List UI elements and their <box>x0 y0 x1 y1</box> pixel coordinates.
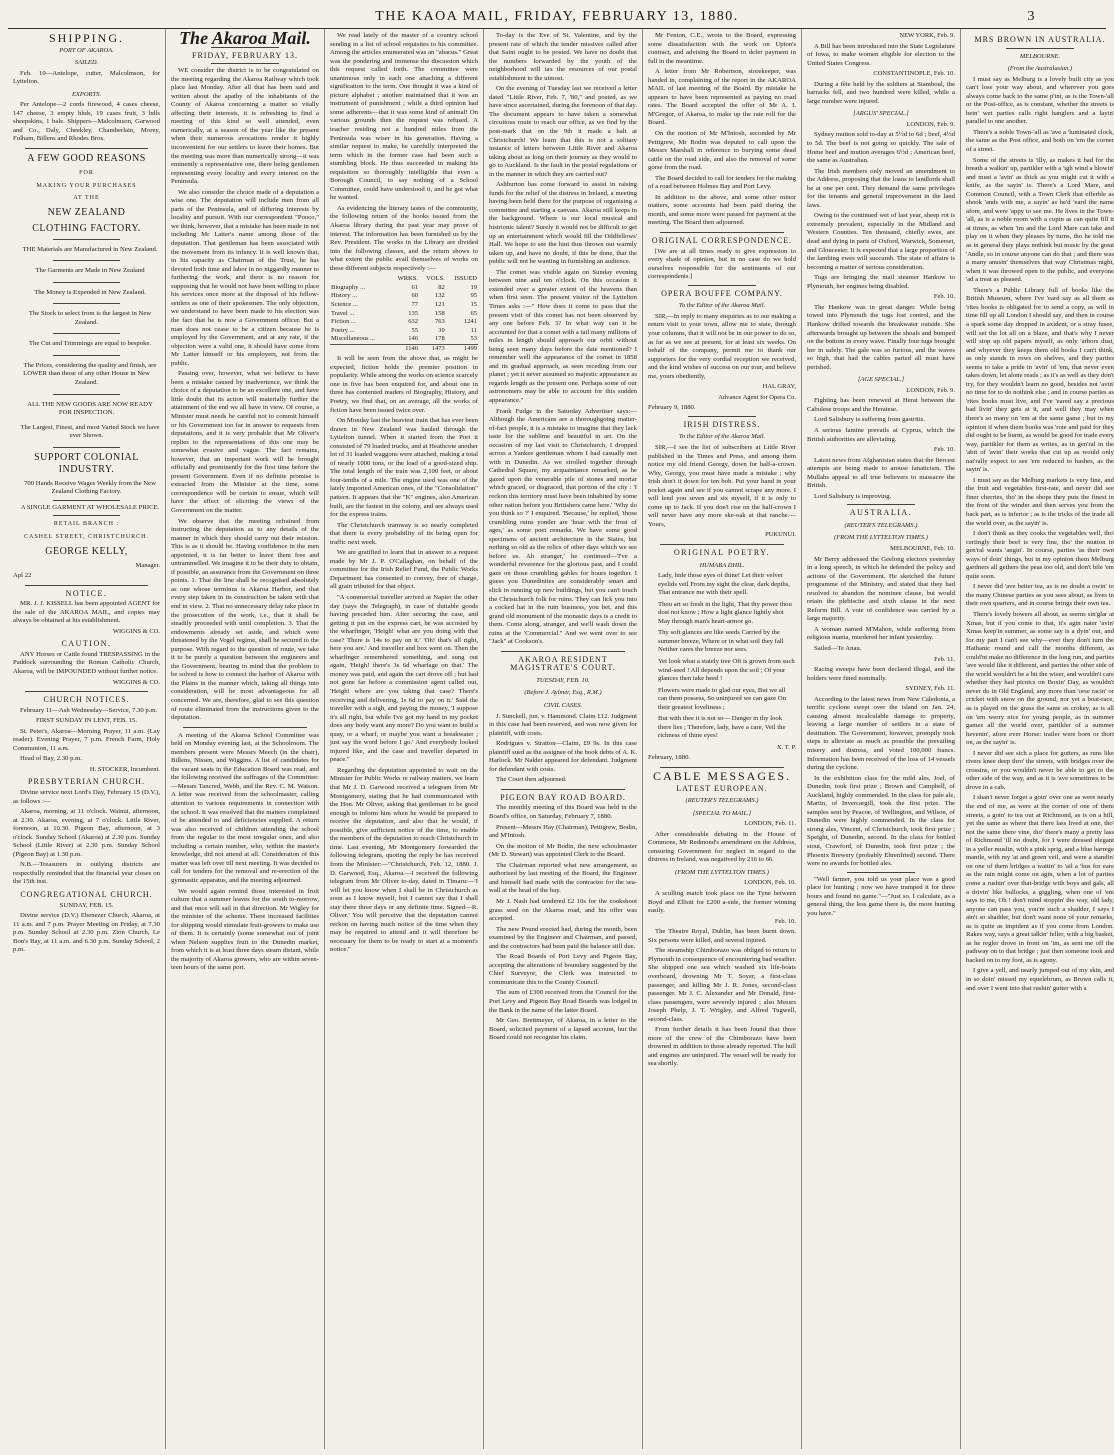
congr-text: Divine service (D.V.) Ebenezer Church, Akaroa, at 11 a.m. and 7 p.m. Prayer Meeting on Friday, at 7.30 p.m. Sunday School at 2.30 p.m. Zion Church, Le Bon's Bay, at 11 a.m. and 6.30 p.m. Sunday School, 2 p.m. <box>13 912 160 954</box>
dateline: Feb. 11. <box>934 655 955 663</box>
poem-title: HUMABA DHIL. <box>699 561 745 569</box>
board-paragraph: The sum of £300 received from the Council for the Port Levy and Pigeon Bay Road Boards was lodged in the Bank in the name of the latter Board. <box>489 989 637 1014</box>
cable-paragraph: The Irish members only moved an amendment to the Address, proposing that the loans to landlords shall be at one per cent. They demand the same privileges for the tenants and general improvement in the land laws. <box>807 167 955 209</box>
table-header: ISSUED <box>454 275 477 283</box>
dateline: CONSTANTINOPLE, Feb. 10. <box>873 70 955 78</box>
dateline: Feb. 10. <box>774 917 796 925</box>
cable-paragraph: A Bill has been introduced into the State Legislature of Iowa, to make women eligible for election to the United States Congress. <box>807 42 955 67</box>
table-cell: 1473 <box>419 344 446 353</box>
table-header <box>330 275 390 284</box>
table-cell: 65 <box>470 309 477 317</box>
masthead-title: THE KAOA MAIL, FRIDAY, FEBRUARY 13, 1880. <box>375 9 739 24</box>
table-row <box>330 310 478 319</box>
table-cell: 19 <box>470 283 477 291</box>
divider <box>53 282 120 283</box>
paper-title: The Akaroa Mail. <box>179 29 311 48</box>
table-total-row <box>330 344 478 353</box>
reason: ALL THE NEW GOODS ARE NOW READY FOR INSPECTION. <box>27 400 153 417</box>
church-text: Head of Bay, 2.30 p.m. <box>20 755 82 763</box>
divider <box>53 239 120 240</box>
letter-sign: PUKUNUI. <box>765 531 796 539</box>
ad-line: MAKING YOUR PURCHASES <box>36 182 137 189</box>
poem <box>648 572 796 741</box>
cable-paragraph: According to the latest news from New Caledonia, a terrific cyclone swept over the island on Jan. 24, causing almost incalculable damage to property, leaving a large number of settlers in a state of destitution. The Government, however, promptly took steps to alleviate as much as possible the prevailing misery and distress, and voted 100,000 francs. Information has been received of the loss of 14 vessels during the cyclone. <box>807 695 955 772</box>
road-board-heading: PIGEON BAY ROAD BOARD. <box>500 792 626 802</box>
divider <box>25 585 148 586</box>
board-paragraph: A letter from Mr Robertson, storekeeper, was handed in, complaining of the report in the AKAROA MAIL of last meeting of the Board. By mistake he appears to have been represented as paying no road rates. The Board accepted the offer of Mr A. I. M'Gregor, of Akaroa, to make up the rate roll for the Board. <box>648 68 796 127</box>
support-text: 700 Hands Receive Wages Weekly from the New Zealand Clothing Factory. <box>24 479 156 496</box>
dateline: Feb. 10. <box>933 293 955 301</box>
poem-stanza: Flowers were made to glad our eyes, But we all can them possess, So uninjured we can gaze On their greatest loveliness ; <box>658 686 786 711</box>
poem-date: February, 1880. <box>648 754 691 762</box>
story-paragraph: I must say as the Melburg markets is very fine, and the fruit and vegetables first-rate, and never did see finer cherries, tho' in the shops they puts the finest in the front of the winder and then serves you from the back part, as is inferior ; as is the tricks of the trade all the world over, as the sayin' is. <box>966 476 1114 527</box>
reason: The Money is Expended in New Zealand. <box>34 288 146 296</box>
story-paragraph: There's lovely bowers all about, as seems sin'glar at Xmas, but if you come to that, it's agin nater 'avin' Xmas keep'in summer, as some say is a dyin' out, and for my part I can't see why—ever they don't turn the Hathanic round and call the months different, as could'nt make no difference in the long run, and parties 'ave would like it different, and parties the other side of the world wouldn't be a bit the wiser, and wouldn't care whether they had picnics on Boxin' Day, as wouldn't never do in Old England, any more than 'orse racin' or cricket with snow on the ground, nor yet a boat-race, as is played on the grass the same as crokey, as is all on 'em werry nice for young people, as in summer games all the world over, partikler of a summer hevenin', afore ever Horse: trailer were born or thort on, as the sayin' is. <box>966 611 1114 747</box>
cable-paragraph: Mr Berry addressed the Geelong electors yesterday in a long speech, in which he defended the policy and actions of the Government. He sketched the future programme of the Ministry, and stated that they had resolved to abandon the nominee clause, but would retain the plebiscite and sixth clause in the next Reform Bill. A vote of confidence was carried by a large majority. <box>807 555 955 623</box>
news-paragraph: The comet was visible again on Sunday evening between nine and ten o'clock. On this occasion it extended over a greater extent of the heavens than when first seen. The present visitor of the Lyttelton Times asks :—" How does it come to pass that the present visit of this comet has not been observed by any one before Feb. 3? In what way can it be accounted for that a comet with a tail many millions of miles in length should approach our orbit without being seen many days before the date mentioned? I remember well the appearance of the comet in 1858 and its gradual approach, as seen receding from our planet ; yet it never assumed so majestic appearance as regards length as the present one. Perhaps some of our astronomers may be able to account for this sudden appearance." <box>489 268 637 404</box>
single-garment: A SINGLE GARMENT AT WHOLESALE PRICE. <box>20 503 160 511</box>
irish-to: To the Editor of the Akaroa Mail. <box>678 433 766 441</box>
cable-heading: CABLE MESSAGES. <box>652 769 792 784</box>
divider <box>660 232 784 233</box>
congr-heading: CONGREGATIONAL CHURCH. <box>20 890 153 899</box>
table-cell: Poetry ... <box>331 326 355 334</box>
story-dateline: MELBOURNE. <box>1019 52 1061 60</box>
table-cell: 1146 <box>390 344 419 353</box>
notice-heading: NOTICE. <box>65 588 108 598</box>
column-2 <box>166 29 324 1449</box>
table-header: VOLS. <box>426 275 445 283</box>
divider <box>53 303 120 304</box>
exports-text: Per Antelope—2 cords firewood, 4 cases cheese, 147 cheese, 3 empty hhds, 19 cases fruit, 3 bdls sheepskins, 1 bale. Shippers—Malcolmson, Garwood and Co., Daly, Cheekley, Chamberlain, Morey, Fulham, Billens and Rhodes Bros. <box>13 101 160 143</box>
table-cell: Travel ... <box>331 309 355 317</box>
column-5 <box>643 29 801 1449</box>
court-paragraph: Rodrigues v. Stratton—Claim, £9 9s. In this case plaintiff sued as the assignee of the book debts of A. K. Harlock. Mr Nalder appeared for defendant. Judgment for defendant with costs. <box>489 740 637 773</box>
library-table <box>330 275 478 353</box>
story-source: (From the Australasian.) <box>1007 65 1073 73</box>
rm-civil: CIVIL CASES. <box>543 702 583 710</box>
column-6 <box>802 29 960 1449</box>
divider <box>847 504 915 505</box>
divider <box>53 447 120 448</box>
news-paragraph: We read lately of the master of a country school sending in a list of school requisites to his committee. Among the articles enumerated was an "abacus." Great was the pondering and immense the discussion which this request called forth. The committee were unanimous only in each one attaching a different signification to the term. One thought it was a kind of picture alphabet ; another maintained that it was an instrument of punishment ; while a third opinion had some adherents—that it was some kind of animal! On various grounds then the request was refused. A teacher residing not a hundred miles from the Peninsula was wiser in his generation. Having a similar request to make, he carefully interpreted the term which in the former case had been such a stumbling block. He thus succeeded in making his requisition so thoroughly intelligible that even a Borough Council, to say nothing of a School Committee, could have understood it, and he got what he wanted. <box>330 32 478 202</box>
cable-paragraph: The Hankow was in great danger. While being towed into Plymouth the tugs lost control, and the Hankow drifted towards the breakwater outside. She afterwards brought up between the shoals and bumped on the bottom in every wave. Finally four tugs brought her in safely. The gale was so furious, and the waves so high, that had the cables parted all must have perished. <box>807 303 955 371</box>
caution-text: ANY Horses or Cattle found TRESPASSING in the Paddock surrounding the Roman Catholic Church, Akaroa, will be IMPOUNDED without further notice. <box>13 650 160 675</box>
letter-text: SIR,—In reply to many enquiries as to our making a return visit to your town, allow me to state, through your columns, that it will not be in our power to do so, as far as we see at present, for at least six weeks. On behalf of the company, permit me to thank our supporters for the very cordial reception we received, and the kind wishes of success on our tour, and believe me, yours obediently, <box>648 312 796 380</box>
news-paragraph: On Monday last the heaviest train that has ever been drawn in New Zealand was hauled through the Lyttelton tunnel. When it started from the Port it consisted of 79 loaded trucks, and at Heathcote another lot of 31 loaded waggons were attached, making a total of nearly 1000 tons, or the load of a good-sized ship. The total length of the train was 2,100 feet, or about four-tenths of a mile. The engine used was one of the lately imported American ones, of the "Consolidation" pattern. It appears that the "K" engines, also American built, are the fastest in the colony, and are always used for the express trains. <box>330 417 479 519</box>
poetry-heading: ORIGINAL POETRY. <box>673 547 770 557</box>
divider <box>688 416 756 417</box>
board-paragraph: The Board decided to call for tenders for the making of a road between Holmes Bay and Port Levy. <box>648 174 796 191</box>
cable-paragraph: A woman named M'Mahon, while suffering from religious mania, murdered her infant yesterday. <box>807 625 955 642</box>
church-sign: H. STOCKER, Incumbent. <box>89 765 160 773</box>
table-cell: Biography ... <box>331 283 365 291</box>
poem-stanza: Yet look what a stately tree Oft is grown from such wind-seed ! All depends upon the soil ; Of your glances then take heed ! <box>658 658 795 683</box>
news-paragraph: We would again remind those interested in fruit culture that a summer leaves for the south to-morrow, and that once will sail in that direction. Mr Wigley for the minister of the scheme. There increased facilities for shipping would stimulate fruit-growers to make use of them. It is certainly (some somewhat out of joint when Nelson supplies fruit to the Dunedin market, from which it is at least three days steam distant, while the majority of Akaroa growers, who are within seven-teen hours of the same port. <box>171 887 319 972</box>
board-paragraph: The Road Boards of Port Levy and Pigeon Bay, accepting the alterations of boundary suggested by the Chief Surveyor, the Clerk was instructed to communicate this to the County Council. <box>489 953 637 986</box>
table-cell <box>330 344 390 353</box>
presby-text: Akaroa, morning, at 11 o'clock. Wainui, afternoon, at 2.30. Akaroa, evening, at 7 o'clock. Little River, forenoon, at 10.30. Pigeon Bay, afternoon, at 3 o'clock. Sunday School (Akaroa) at 2.30 p.m. Sunday School (Little River) at 2.30 p.m. Sunday School (Pigeon Bay) at 1.30 p.m. <box>13 808 160 858</box>
court-paragraph: J. Sunckell, jun. v. Hammond. Claim £12. Judgment in this case had been reserved, and was now given for plaintiff, with costs. <box>489 712 637 737</box>
church-text: FIRST SUNDAY IN LENT, FEB. 15. <box>35 717 138 725</box>
dateline: NEW YORK, Feb. 9. <box>899 32 955 39</box>
table-cell: History ... <box>331 292 357 300</box>
source-note: (FROM THE LYTTELTON TIMES.) <box>834 534 928 542</box>
table-row <box>330 292 478 301</box>
dateline: SYDNEY, Feb. 11. <box>905 685 955 693</box>
news-paragraph: A meeting of the Akaroa School Committee was held on Monday evening last, at the Schoolroom. The members present were Messrs Meech (in the chair), Billens, Nissen, and Wiggins. A list of candidates for the vacant seats in the Education Board was read, and the following received the suffrages of the Committee:—Messrs Tancred, Webb, and the Rev. C. M. Watson. A letter was received from the schoolmaster, calling attention to various requirements in connection with the school. It was resolved that the matters complained of be attended to and deficiencies supplied. A return was also received of children attending the school from the regular to the most irregular ones, and also including a certain number, who, within the master's knowledge, did not attend at all. Consideration of this matter was left over till next meeting. It was decided to call for tenders for the removal and re-erection of the gymnastic apparatus, and the meeting adjourned. <box>171 731 319 884</box>
news-paragraph: Frank Fudge in the Saturday Advertiser says:—Although the Americans are a thoroughgoing matter-of-fact people, it is a mistake to imagine that they lack taste for the sublime and beautiful in art. On the occasion of my last visit to Christchurch, I dropped across a Yankee gentleman whom I had casually met with in Dunedin. As we strolled together through Cathedral Square, my acquaintance remarked, as he gazed upon the venerable pile of stones and mortar which graced, or disgraced, that portion of the city : 'I reckon this territory must have been inhabited by some other nation before you Britishers came here.' 'Why do you think so ?' I enquired. 'Because,' he replied, 'those crumbling ruins yonder are 'hoar with the frost of ages,' as some poet remarks. We have some good specimens of ancient architecture in the States, but nothing so old as the relics of other days which we see before us. Ah stranger,' he continued—'I've a wonderful reverence for the glorious past, and I could gaze on those crumbling gables for hours together. I guess you Dunedinites are considerably smart and slick in running up new buildings, but you can't touch the Christchurch folk for ruins. They can lick you into a cocked hat in the ruin business, you bet, and this grand old monument of the monastic days is a credit to them. Come along, stranger, and we'll wash down the ruins at the 'Commercial.'' And we went over to see "Jack" at Cookson's. <box>489 407 637 646</box>
presby-heading: PRESBYTERIAN CHURCH. <box>28 777 145 787</box>
divider <box>183 727 307 728</box>
news-paragraph: Regarding the deputation appointed to wait on the Minister for Public Works re railway matters, we learn that Mr J. D. Garwood received a telegram from Mr Montgomery, stating that he had communicated with the Hon. Mr Oliver, asking that gentleman to be good enough to inform him when he would be prepared to receive the deputation, and also that he would, if possible, give sufficient notice of the time, to enable the members of the deputation to reach Christchurch in time. Last evening, Mr Montgomery forwarded the following telegram, quoting the reply he has received from the Minister:—"Christchurch, Feb. 12, 1880. J. D. Garwood, Esq., Akaroa.—I received the following telegram from Mr Oliver to-day, dated in Timaru:—'I will let you know when I shall be in Christchurch as soon as I know myself, but I cannot say that I shall stay there three days or any definite time. Signed—R. Oliver.' You will perceive that the deputation cannot reckon on having much notice of the time when they may be required to attend and it will therefore be necessary for them to be ready to start at a moment's notice." <box>330 766 478 954</box>
table-cell: Fiction ... <box>331 318 356 326</box>
divider <box>53 500 120 501</box>
divider <box>25 691 148 692</box>
cable-paragraph: Sailed—Te Anau. <box>814 645 862 652</box>
manager-title: Manager. <box>135 561 160 569</box>
irish-heading: IRISH DISTRESS. <box>683 419 761 429</box>
church-text: February 11—Ash Wednesday—Service, 7.30 p.m. <box>20 706 158 714</box>
ad-date: Apl 22 <box>13 572 32 580</box>
dateline: LONDON, Feb. 11. <box>744 820 796 828</box>
table-cell: 146 <box>408 335 418 343</box>
table-row <box>330 301 478 310</box>
letter-text: SIR,—I see the list of subscribers at Little River published in the Times and Press, and among them notice my old friend Georgy, down for half-a-crown. Why, Georgy, you must have made a mistake ; why Irish don't it down for ten bob. Put your hand in your pocket again and see if you cannot scrape any more. I will lend you seven and six myself, if it is only to come up to Jack. If you don't rise on the half-crown I will never have any more ske-oak at that ranche.—Yours, <box>648 443 796 528</box>
reason: The Largest, Finest, and most Varied Stock we have ever Shown. <box>20 423 160 440</box>
rm-date: TUESDAY, FEB. 10. <box>536 676 590 684</box>
table-cell: 77 <box>411 300 418 308</box>
rm-court-heading: AKAROA RESIDENT MAGISTRATE'S COURT. <box>510 654 616 673</box>
news-paragraph: "A commercial traveller arrived at Napier the other day (says the Telegraph), in case of dutiable goods having preceded him. After securing the case, and getting it put on the express cart, he was accosted by the wharfinger, 'Heigh! what are you doing with that case? There is 14s to pay on it.' 'Oh! that's all right, here you are.' And traveller and box went on. Then the wharfinger remembered something, and sung out again, 'Heigh! there's 3s 6d wharfage on that.' The money was paid, and again the cart drove off ; but had not gone far before a commission agent called out, 'Heigh! where are you taking that case? There's receiving and delivering, 1s 6d to pay on it.' Said the traveller with a sigh, and paying the money, 'I suppose it's all right, but while I've got my hand in my pocket does any body want any more? Do you want to build a quay, or a wharf, or maybe you want a breakwater ; just say the word before I go.' And everybody looked injured like, and the case and traveller departed in peace." <box>330 594 478 764</box>
table-header: WRKS. <box>397 275 418 283</box>
board-paragraph: In addition to the above, and some other minor matters, some accounts had been paid during the month, and some more were passed for payment at the meeting. The Board then adjourned. <box>648 193 796 227</box>
story-paragraph: Some of the streets is 'illy, as makes it bad for the breath a walkin' up, partikler with a 'igh wind a blowin' and must a 'avin' as thick as you might cut it with a knife, as the sayin' is. There's a Lord Mare, and Common Council, with a Town Clerk that efferble as shook 'ands with me, a sayin' as he'd 'eard the name afore, and were 'appy to see me. He lives in the Town-'all, as is a noble room with a cupin as can quite fill it at times, as when 'im and the Lord Mare can take and play on it when they pleases by turns, tho he told me as in general they plays nothink but music by the great 'Andle, so in course anyone can do that ; and there was a many anusin' themselves that way Christmas night, when it was throwed open to the public, and everyone 'ad a treat as pleased. <box>966 156 1114 284</box>
opera-heading: OPERA BOUFFE COMPANY. <box>661 288 783 298</box>
table-row <box>330 335 478 344</box>
divider <box>53 515 120 516</box>
story-paragraph: I never did 'ave better tea, as is no doubt a owin' to the many Chinese parties as you sees about, as lives in their own quarters, and in course brings their own tea. <box>966 583 1114 608</box>
board-paragraph: On the motion of Mr Bodin, the new schoolmaster (Mr D. Stewart) was appointed Clerk to the Board. <box>489 842 637 859</box>
retail-address: CASHEL STREET, CHRISTCHURCH. <box>23 533 149 540</box>
table-header-row <box>330 275 478 284</box>
table-cell: 53 <box>470 335 477 343</box>
divider <box>688 285 756 286</box>
cable-paragraph: During a fête held by the soldiers at Stamboul, the barracks fell, and two hundred were killed, while a large number were injured. <box>807 80 955 105</box>
divider <box>53 355 120 356</box>
table-cell: 61 <box>411 283 418 291</box>
story-paragraph: There's a noble Town-'all as 'ave a 'luminated clock, the same as the Post office, and both on 'em the corner of a street. <box>966 128 1114 154</box>
sailed-text: Feb. 10—Antelope, cutter, Malcolmson, for Lyttelton. <box>13 69 160 86</box>
church-heading: CHURCH NOTICES. <box>43 695 130 705</box>
cable-paragraph: A sculling match took place on the Tyne between Boyd and Elliott for £200 a-side, the former winning easily. <box>648 890 796 915</box>
reason: The Stock to select from is the largest in New Zealand. <box>28 310 152 326</box>
board-paragraph: Present—Messrs Hay (Chairman), Pettigrew, Bodin, and M'Intosh. <box>489 823 637 840</box>
masthead <box>8 6 1106 29</box>
table-row <box>330 284 478 293</box>
columns <box>8 29 1114 1449</box>
poem-stanza: Thou art so fresh in the light, That thy power thou dost not know ; How a light glance lightly shot May through man's heart-armor go. <box>658 600 792 625</box>
divider <box>660 544 784 545</box>
letter-date: February 9, 1880. <box>648 404 696 412</box>
reason: The Garments are Made in New Zealand <box>35 267 145 275</box>
table-cell: 1499 <box>446 344 478 353</box>
caution-sign: WIGGINS & CO. <box>112 678 160 686</box>
retail-branch: RETAIL BRANCH : <box>53 521 120 528</box>
anecdote-paragraph: "Well farmer, you told us your place was a good place for hunting ; now we have tramped it for three hours and found no game."—"Just so. I calculate, as a general thing, the less game there is, the more hunting you have." <box>807 875 955 917</box>
ad-heading: CLOTHING FACTORY. <box>32 222 141 234</box>
news-paragraph: The Christchurch tramway is so nearly completed that there is every probability of its being open for traffic next week. <box>330 521 478 546</box>
table-cell: 55 <box>411 326 418 334</box>
board-paragraph: Mr J. Nash had tendered £2 10s for the cookshoot grass seed on the Akaroa road, and his offer was accepted. <box>489 897 637 923</box>
reuters-note: (REUTER'S TELEGRAMS.) <box>844 521 918 529</box>
table-cell: 11 <box>470 326 477 334</box>
column-3 <box>325 29 483 1449</box>
cable-paragraph: Sydney mutton sold to-day at 5½d to 6d ; beef, 4½d to 5d. The beef is not going so quickly. The sale of Home beef and mutton averages 6½d ; American beef, the same as Australian. <box>807 131 955 165</box>
divider <box>501 651 625 652</box>
divider <box>501 789 625 790</box>
cable-paragraph: After considerable debating in the House of Commons, Mr Redmond's amendment on the Address, censuring Government for neglect in regard to the distress in Ireland, was negatived by 216 to 66. <box>648 830 796 864</box>
story-paragraph: I never did see sich a place for gutters, as runs like rivers knee deep thro' the streets, with bridges over the crossins, or you wouldn't never be able to get to the other side of the way, and as it is 'ave sometimes to be drove in a cab. <box>966 749 1114 791</box>
cable-paragraph: Owing to the continued wet of last year, sheep rot is extremely prevalent, especially in the Midland and Western Counties. Ten thousand, chiefly ewes, are dead and dying in parts of Oxford, Warwick, Somerset, and Gloucester. It is expected that a large proportion of the lambing ewes will succumb. The state of affairs is becoming a matter of serious consideration. <box>807 212 955 271</box>
ad-line: AT THE <box>73 195 100 202</box>
congr-date: SUNDAY, FEB. 15. <box>59 901 114 909</box>
board-paragraph: The Chairman reported what new arrangement, as authorised by last meeting of the Board, the Engineer and himself had made with the contractor for the sea-wall at the head of the bay. <box>489 861 637 895</box>
poem-stanza: Thy soft glances are like seeds Carried by the summer breeze, Where or in what soil they fall Neither cares the breeze nor sees. <box>658 629 784 654</box>
australia-heading: AUSTRALIA. <box>849 508 913 518</box>
table-cell: 158 <box>435 309 445 317</box>
cable-paragraph: Racing sweeps have been declared illegal, and the holders were fined nominally. <box>807 666 955 682</box>
table-cell: 15 <box>470 300 477 308</box>
cable-paragraph: Fighting has been renewed at Herat between the Cabulese troops and the Heratese. <box>807 397 955 413</box>
divider <box>53 333 120 334</box>
notice-text: MR. J. J. KISSELL has been appointed AGENT for the sale of the AKAROA MAIL, and copies may always be obtained at his establishment. <box>13 600 160 625</box>
table-cell: 135 <box>408 309 418 317</box>
cable-paragraph: Tugs are bringing the mail steamer Hankow to Plymouth, her engines being disabled. <box>807 274 955 290</box>
latest-heading: LATEST EUROPEAN. <box>676 783 768 793</box>
presby-text: N.B.—Treasurers in outlying districts are respectfully reminded that the financial year closes on the 15th inst. <box>13 861 160 886</box>
notice-sign: WIGGINS & CO. <box>112 627 160 635</box>
editorial-date: FRIDAY, FEBRUARY 13. <box>192 50 298 60</box>
ad-heading: NEW ZEALAND <box>47 206 126 218</box>
board-paragraph: Mr Geo. Brettmeyer, of Akaroa, in a letter to the Board, solicited payment of a lapsed account, but the Board could not recognise his claim. <box>489 1017 637 1042</box>
exports-heading: EXPORTS. <box>71 90 102 98</box>
column-1 <box>8 29 165 1449</box>
manager-name: GEORGE KELLY, <box>45 545 128 557</box>
reason: The Prices, considering the quality and finish, are LOWER than those of any other House in New Zealand. <box>23 361 157 387</box>
editorial-paragraph: WE consider the district is to be congratulated on the meeting regarding the Akaroa Railway which took place last Monday. After all that has been said and written about the apathy of the inhabitants of the County of Akaroa concerning a matter so vitally affecting their interests, it is refreshing to find a meeting of this kind so well attended, even numerically, at a season of the year like the present when their numerous avocations render it highly inconvenient for our settlers to leave their homes. But the meeting was more than numerically strong—it was eminently a representative one, there being gentlemen representing every locality and every interest on the Peninsula. <box>171 67 319 186</box>
rm-before: (Before J. Aylmer, Esq., R.M.) <box>524 689 602 697</box>
dateline: LONDON, Feb. 9. <box>906 120 955 128</box>
cable-paragraph: The Theatre Royal, Dublin, has been burnt down. Six persons were killed, and several injured. <box>648 928 796 944</box>
column-4 <box>484 29 642 1449</box>
dateline: Feb. 10. <box>933 446 955 454</box>
page-number: 3 <box>1027 9 1036 24</box>
opera-to: To the Editor of the Akaroa Mail. <box>678 302 766 310</box>
table-cell: 121 <box>435 300 445 308</box>
table-cell: 39 <box>438 326 445 334</box>
cable-paragraph: The steamship Chimborazo was obliged to return to Plymouth in consequence of encountering bad weather. She shipped one sea which washed six life-boats overboard, drowning Mr T. Soyer, a first-class passenger, and killing Mr J. R. Jones, second-class passenger. Mr J. C. Alexander and Mr Donald, first-class passengers, were severely injured ; also Messrs Joseph Phelp, J. T. Wrigley, and Alfred Tugwell, second-class. <box>648 947 797 1023</box>
correspondence-heading: ORIGINAL CORRESPONDENCE. <box>651 236 793 246</box>
argus-note: [ARGUS' SPECIAL.] <box>853 110 909 118</box>
table-cell: Miscellaneous ... <box>331 335 376 343</box>
board-paragraph: The monthly meeting of this Board was held in the Board's office, on Saturday, February 7, 1880. <box>489 804 637 821</box>
story-paragraph: I must say as Melburg is a lovely built city as you can't lose your way about, and wherever you goes always come back to the same p'int, as is the Town-'all or the Post-office, as is constant, whether the streets is bein' wet parties calls right hanglers and a layin' parallel to one another. <box>966 75 1114 126</box>
divider <box>211 63 279 64</box>
table-cell: 1241 <box>464 318 477 326</box>
table-cell: 132 <box>435 292 445 300</box>
story-paragraph: There's a Public Library full of books like the British Museum, where I've 'eard say as all them as 'rites books is obligated for to send a copy, as will in time fill up all London I should say, and then in course a spark some day dropped in axident, or a stray fusee, will set the lot all on a blaze, and that's why I never will stop up old papers myself, as only 'arbors dust, and whyever they keeps them old books I can't think, as only stands in rows on shelves, and they parties seems to take a pride in 'avin' of 'em, that never even takes down, let alone reads ; as it's as well as they don't try, for they wouldn't learn no good, besides not 'avin' no time for to do nothink else ; and in course parties as 'rites books must live, and I've 'eared say a precious bad livin' they gets at it, and well they may when there's so many on 'em at the same game ; but in my opinion if when them books was 'rote and paid for they did ought to be burnt, as would be good for trade every way, partikler for them as writes, as in gen'ral in the 'abit of 'avin' their works that cut up as would only nat'rally expect to see 'em reduced to hashes, as the sayin' is. <box>966 286 1114 474</box>
cable-paragraph: From further details it has been found that three more of the crew of the Chimborazo have been drowned in addition to those already reported. The hull and engines are uninjured. The vessel will be ready for sea shortly. <box>648 1026 796 1068</box>
cable-paragraph: Latest news from Afghanistan states that the fiercest attempts are being made to arouse fanaticism. The Mullahs appeal to all true believers to massacre the British. <box>807 456 955 490</box>
cable-paragraph: A serious famine prevails at Cyprus, which the British authorities are alleviating. <box>807 426 955 443</box>
ad-line: FOR <box>79 170 94 177</box>
ad-heading: A FEW GOOD REASONS <box>27 153 146 165</box>
story-paragraph: I don't think as they cooks the vegetables well, tho' certingly their beef is very fine, tho' the mutton in gen'ral wants 'angin'. In course, parties 'as their own ways of doin' things, but in my opinion them Melburg gardners all gethers the peas too old, and don't bile 'em quite soon. <box>966 530 1114 580</box>
table-cell: 178 <box>435 335 445 343</box>
reason: THE Materials are Manufactured in New Zealand. <box>22 245 158 253</box>
board-paragraph: The new Pound erected had, during the month, been examined by the Engineer and Chairman, and passed, and the contractors had been paid the balance still due. <box>489 925 637 950</box>
age-note: [AGE SPECIAL.] <box>857 376 905 384</box>
caution-heading: CAUTION. <box>61 639 112 649</box>
dateline: LONDON, Feb. 9. <box>906 386 955 394</box>
cable-paragraph: Lord Salisbury is suffering from gastritis. <box>814 416 925 424</box>
court-paragraph: The Court then adjourned. <box>496 776 567 784</box>
news-paragraph: To-day is the Eve of St. Valentine, and by the present rate of which the tender missives called after that Saint ought to be posted. We have no doubt that the numbers forwarded by the youth of the neighborhood will tax the resources of our postal establishment to the utmost. <box>489 32 637 82</box>
poem-stanza: But with thee it is not so— Danger in thy look there lies ; Therefore, lady, have a care, Veil the richness of thine eyes! <box>658 715 786 740</box>
divider <box>847 872 915 873</box>
news-paragraph: Ashburton has come forward to assist in raising funds for the relief of the distress in Ireland, a meeting having been held there for the purpose of organising a committee and starting a canvass. Akaroa still keeps in the background. Where is our local musical and histrionic talent? Surely it would not be difficult to get up an entertainment which would fill the Oddfellows' Hall. We hope to see the hint thus thrown out warmly taken up, and have no doubt, if this be done, that the public will not be wanting in furnishing an audience. <box>489 181 637 266</box>
table-cell: 632 <box>408 318 418 326</box>
dateline: LONDON, Feb. 10. <box>744 879 796 887</box>
table-cell: 82 <box>438 283 445 291</box>
church-text: St. Peter's, Akaroa—Morning Prayer, 11 a.m. (Lay reader). Evening Prayer, 7 p.m. French Farm, Holy Communion, 11 a.m. <box>13 727 160 752</box>
story-heading: MRS BROWN IN AUSTRALIA. <box>974 35 1106 44</box>
story-paragraph: I give a yell, and nearly jumped out of my skin, and in so doin' missed my equelebrum, as Brown calls it, and over I went into that rushin' gutter with a <box>966 967 1114 992</box>
news-paragraph: As evidencing the literary tastes of the community, the following return of the books issued from the Akaroa library during the past year may prove of interest. The information has been furnished us by the Rev. President. The works in the Library are divided into the following classes, and the return shows to what extent the public avail themselves of works on these different subjects respectively :— <box>330 204 478 272</box>
table-cell: 60 <box>411 292 418 300</box>
table-cell: 95 <box>470 292 477 300</box>
reuters-note: (REUTER'S TELEGRAMS.) <box>685 797 759 805</box>
sailed-heading: SAILED. <box>74 59 99 67</box>
support-heading: SUPPORT COLONIAL INDUSTRY. <box>34 451 139 475</box>
dateline: MELBOURNE, Feb. 10. <box>890 544 955 552</box>
editorial-paragraph: We observe that the meeting refrained from instructing the deputation as to any details of the manner in which they should carry out their mission. This is as it should be. Having confidence in the men appointed, it is far better to leave them free and untrammelled. We imagine it to be their duty to obtain, if possible, an assurance from the Government on three points. 1. That the line shall be recognised absolutely as one whose terminus is Akaroa Harbor, and that every step taken in its construction be taken with that end in view. 2. That no unnecessary delay take place in the prosecution of the work, i.e., that it shall be steadily proceeded with until completion. 3. That the endowments already set aside, and which were threatened by the Vogel regime, shall be secured to the purpose. With regard to the question of route, we take it to be purely a question between the engineers and the Government, bearing in mind that the problem to be solved is how to connect the harbor of Akaroa with the Plains in the manner which, taking all things into consideration, will be most advantageous for all concerned. We are, therefore, glad to see this question of route eliminated from the instructions given to the deputation. <box>171 517 320 722</box>
column-7 <box>961 29 1114 1449</box>
table-row <box>330 327 478 336</box>
special-note: [SPECIAL TO MAIL.] <box>692 809 752 817</box>
reason: The Cut and Trimmings are equal to bespoke. <box>28 340 152 348</box>
editorial-paragraph: We also consider the choice made of a deputation a wise one. The deputation will include men from all parts of the Peninsula, and of differing interests by locality and pursuit. With our correspondent "Pooco," we think, however, that a mistake has been made in not including Mr Latter's name among those of the deputation. That gentleman has been associated with the movement from its infancy. It is well known that, in his capacity as Chairman of the Trust, he has devoted both time and labor in no niggardly manner to furthering the work, and there is no reason for supposing that he would not have been willing to place his services once more at the disposal of his fellow-settlers as one of their spokesmen. The only objection, we understand to have been made to his election was the fact that he is now a Government officer. But a man does not cease to be a citizen because he is employed by the Government, and at any rate, if the objection were a valid one, it should have come from Mr Latter himself or his employers, not from the public. <box>171 188 319 367</box>
letter-sign: HAL GRAY, <box>762 383 796 391</box>
news-paragraph: We are gratified to learn that in answer to a request made by Mr J. P. O'Callaghan, on behalf of the committee for the Irish Relief Fund, the Public Works Department has consented to convey, free of charge, all grain tributed for that object. <box>330 549 478 591</box>
table-cell: Science ... <box>331 300 358 308</box>
story-paragraph: I shan't never forget a goin' over one as were nearly the end of me, as were at the corner of one of them streets, a goin' to tea out at Richmond, as is on a hill, yet the same as where that there lass lived at one, tho' not the same there vine, tho' there's many a pretty lass of Richmond 'ill no doubt, for I were dressed elegant in a yeller muslin, with a pink sprig, and a blue harrege mantle, with my 'at and green veil, and were a standin' on one of them bridges a waitin' to 'ail a 'bus for eare as the rain might come on agin, when a lot of parties come a rushin' over that-bridge with boys and gals, all a drivin' like bullocks, a giggling, when one of 'em says to me, Oh ! don't mind stoppin' the way, old lady, anyone can pass you, you're such a shadder, I says I ain't so shadder, but don't want none of your remarks, as is quite as impident as if you come from London. Rakes way, says a great talkin' feller, with a big basket, as he regler drove in front on 'im, as sent me off the pathway on to that bridge ; just then someone took and backed on to my foot, as is agony. <box>966 794 1114 964</box>
divider <box>660 767 784 768</box>
table-cell: 763 <box>435 318 445 326</box>
correspondence-note: [We are at all times ready to give expression to every shade of opinion, but in no case do we hold ourselves responsible for the sentiments of our correspondents.] <box>648 247 796 281</box>
letter-sign: Advance Agent for Opera Co. <box>718 393 796 401</box>
board-paragraph: Mr Fenton, C.E., wrote to the Board, expressing some dissatisfaction with the work on Upton's contract, and advising the Board to defer payment in full in the meantime. <box>648 32 796 65</box>
news-paragraph: On the evening of Tuesday last we received a letter dated "Little River, Feb. 7, '80," and posted, as we have since ascertained, during the forenoon of that day. The document appears to have taken a somewhat circuitous route to reach our office, as we find by the post-mark that on the 9th it made a halt at Christchurch! We learn that this is not a solitary instance of letters between Little River and Akaroa taking about as long on their journey as they would to go to Auckland. Is the fault in the postal regulations or in the manner in which they are carried out? <box>489 85 637 178</box>
divider <box>53 394 120 395</box>
poem-stanza: Lady, hide those eyes of thine! Let their velvet eyelids veil From my sight the clear, dark depths, That entrance me with their spell. <box>658 572 790 597</box>
shipping-heading: SHIPPING. <box>48 31 124 45</box>
presby-text: Divine service next Lord's Day, February 15 (D.V.), as follows :— <box>13 788 160 805</box>
cable-paragraph: Lord Salisbury is improving. <box>814 492 892 500</box>
board-paragraph: On the motion of Mr M'Intosh, seconded by Mr Pettigrew, Mr Bodin was deputed to call upon the Messrs Marshall in reference to burying some dead cattle on the road side, and also the removal of some gorse from the road. <box>648 130 796 172</box>
cable-paragraph: In the exhibition class for the mild ales, Joel, of Dunedin, took first prize ; Brown and Campbell, of Auckland, highly commended. In the class for pale ale, Martin, of Invercargill, took the first prize. The samples sent by Peacoe, of Wellington, and Wilson, of Dunedin were highly commended. In the class for strong ales, Vincent, of Christchurch, took first prize ; Speight, of Dunedin, second. In the class for bottled stout, Crawford, of Dunedin, took first prize ; the Phoenix Brewery (probably Ehrenfried) second. There were no awards for bottled ales. <box>807 774 955 868</box>
table-row <box>330 318 478 327</box>
editorial-paragraph: Passing over, however, what we believe to have been a mistake caused by inadvertence, we think the choice of a deputation to be an excellent one, and have little doubt that its action will materially further the attainment of the end we all have in view. Of course, a Minister must needs be careful not to commit himself or his Government too far in answer to requests from deputations, and it is very probable that Mr Oliver's replies to the representations of this one may be somewhat evasive and vague. The fact remains, however, that an important work will be brought officially and prominently for the first time before the present Government. Even if no definite promise is extracted from the Minister at the time, some correspondence will be certain to ensue, which will have the effect of eliciting the views of the Government on the matter. <box>171 370 319 514</box>
poem-sign: X. T. P. <box>776 743 796 751</box>
source-note: (FROM THE LYTTELTON TIMES.) <box>675 868 769 876</box>
news-paragraph: It will be seen from the above that, as might be expected, fiction holds the premier position in popularity. While among the works on science scarcely one in five has been enquired for, and about one in three has contented readers of Biography, History, and Poetry, we find that, on an average, all the works of fiction have been issued twice over. <box>330 355 478 414</box>
divider <box>1006 48 1074 49</box>
divider <box>53 260 120 261</box>
divider <box>25 148 148 149</box>
port-heading: PORT OF AKAROA. <box>59 46 114 54</box>
